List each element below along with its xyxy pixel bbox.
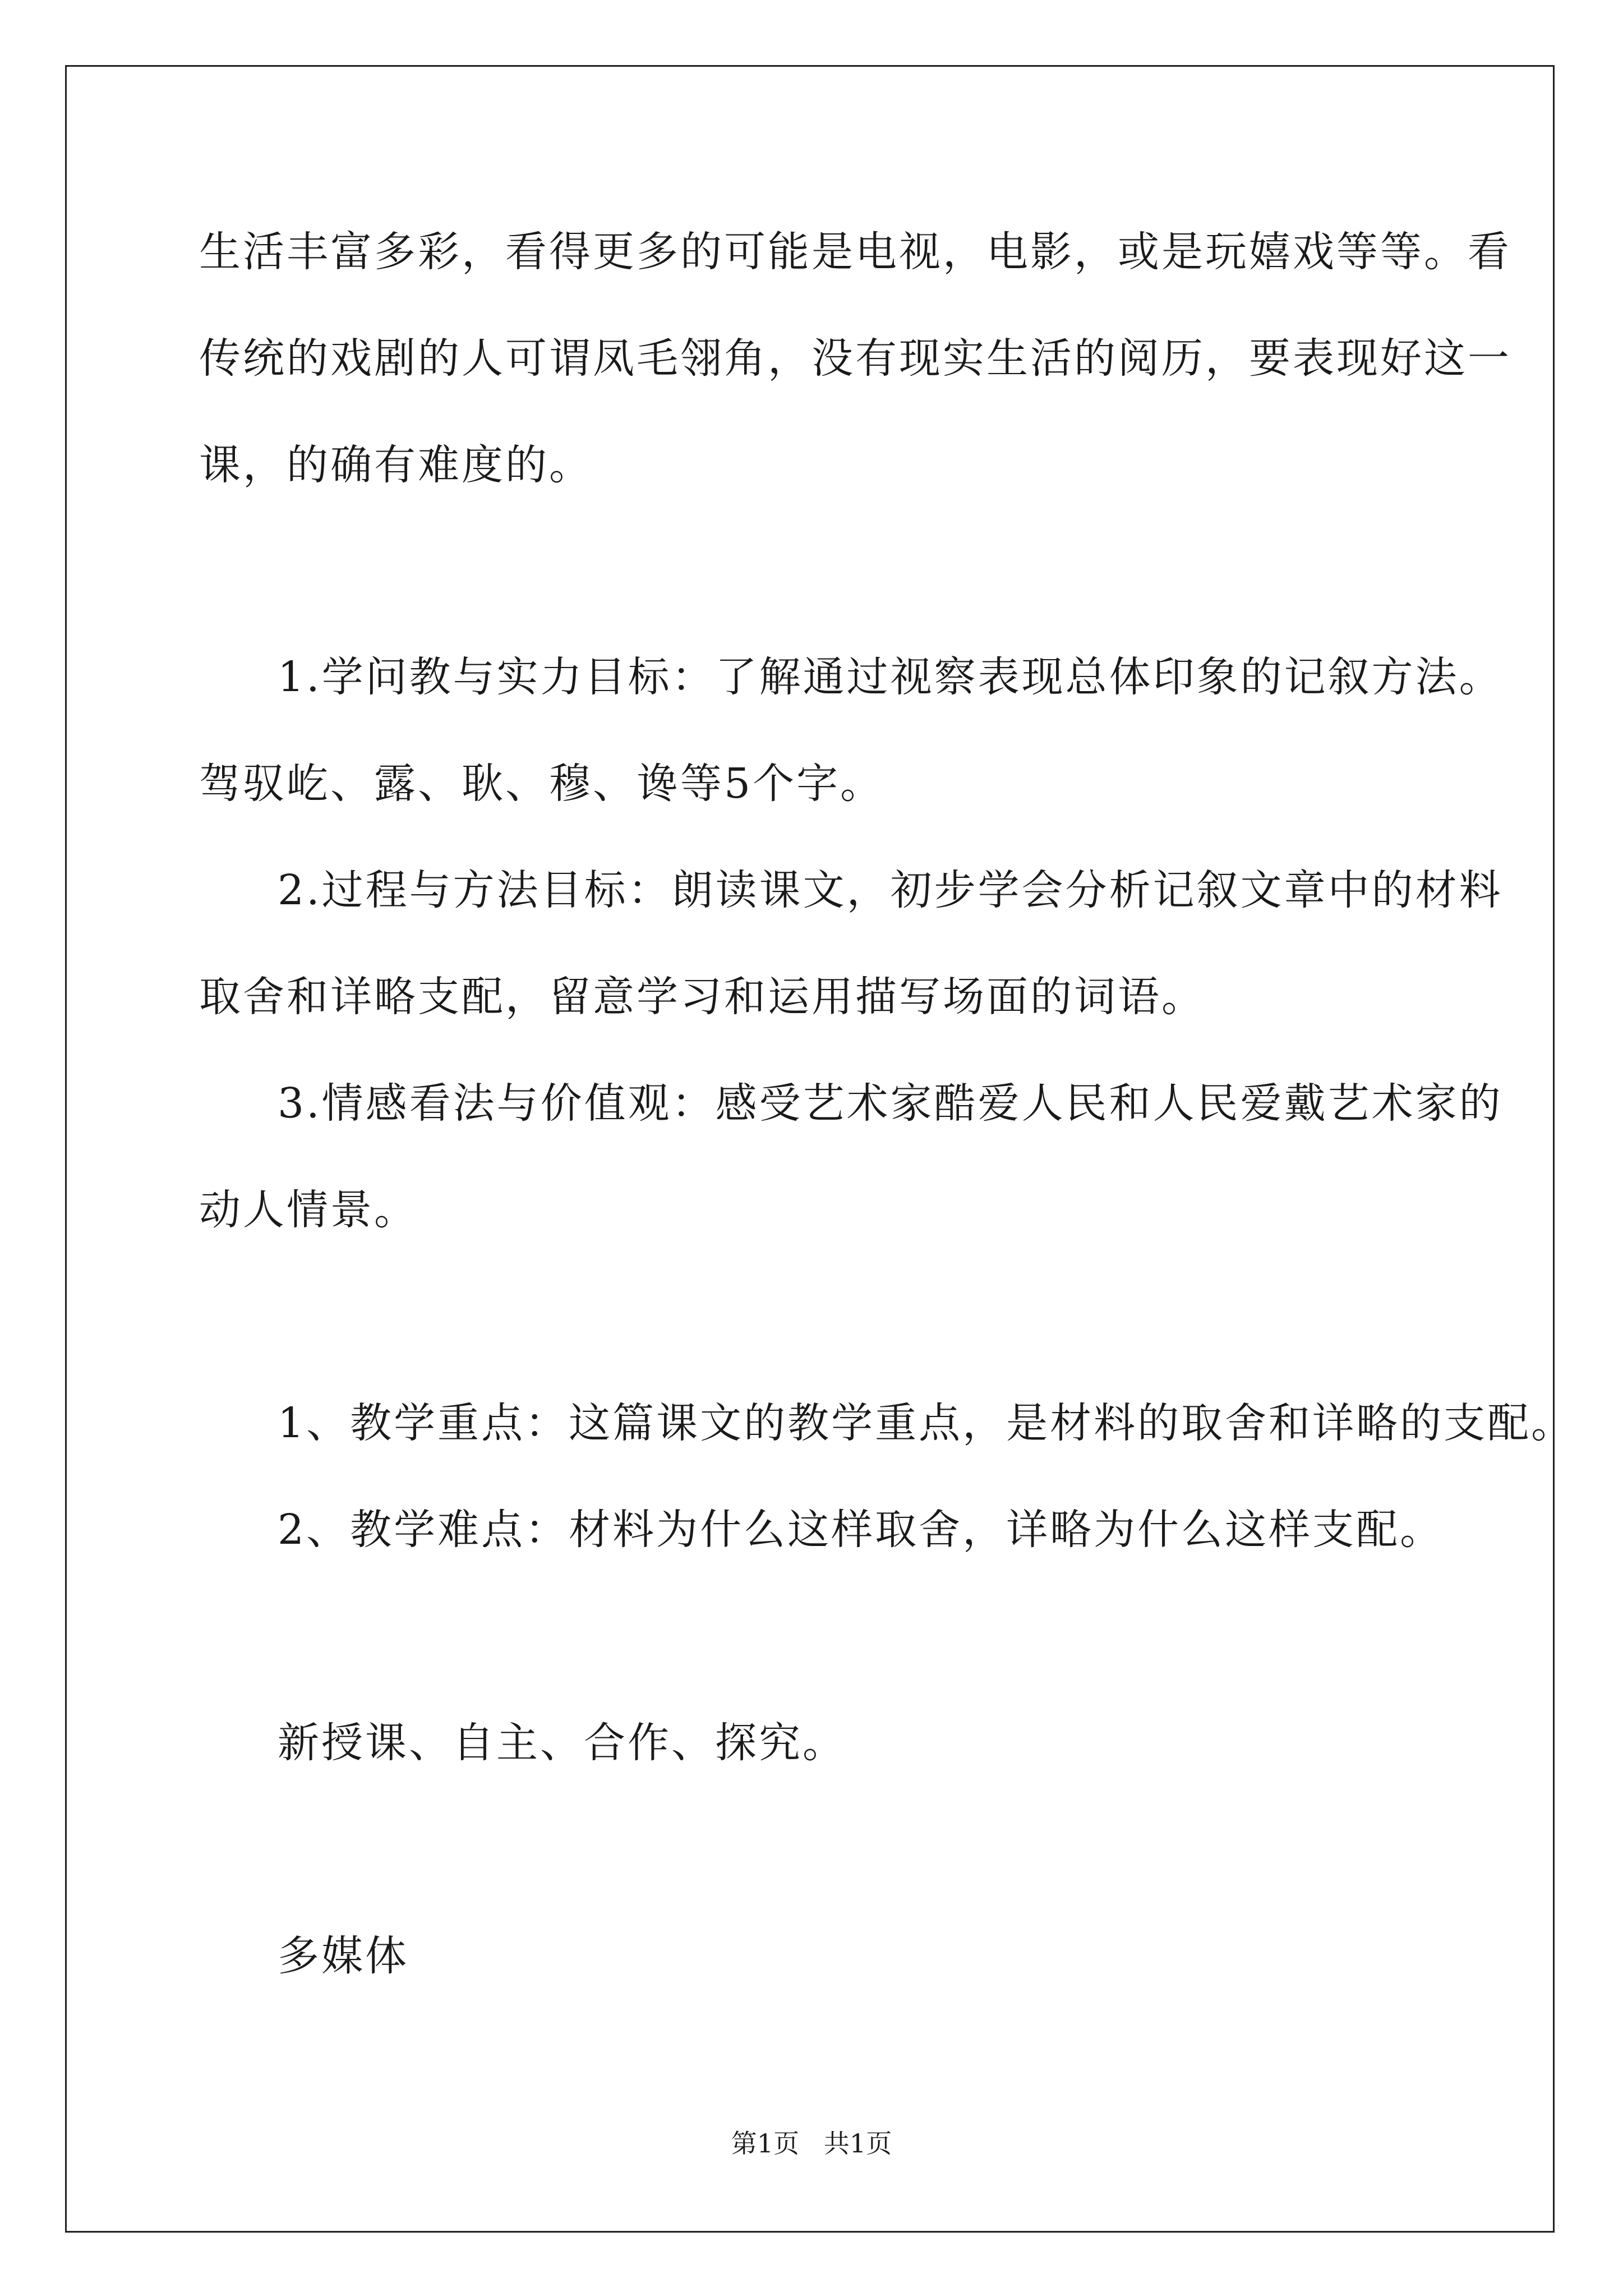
teaching-tools: 多媒体 bbox=[278, 1932, 409, 1980]
objective-1-line-1: 1.学问教与实力目标：了解通过视察表现总体印象的记叙方法。 bbox=[278, 653, 1503, 701]
objective-2-line-2: 取舍和详略支配，留意学习和运用描写场面的词语。 bbox=[199, 973, 1205, 1021]
objective-2-line-1: 2.过程与方法目标：朗读课文，初步学会分析记叙文章中的材料 bbox=[278, 866, 1503, 914]
body-line-3: 课，的确有难度的。 bbox=[199, 441, 593, 489]
objective-3-line-2: 动人情景。 bbox=[199, 1186, 418, 1234]
objective-3-line-1: 3.情感看法与价值观：感受艺术家酷爱人民和人民爱戴艺术家的 bbox=[278, 1079, 1503, 1128]
body-line-1: 生活丰富多彩，看得更多的可能是电视，电影，或是玩嬉戏等等。看 bbox=[199, 228, 1511, 276]
page-number: 第1页 共1页 bbox=[731, 2128, 892, 2159]
teaching-focus: 1、教学重点：这篇课文的教学重点，是材料的取舍和详略的支配。 bbox=[278, 1399, 1575, 1447]
objective-1-line-2: 驾驭屹、露、耿、穆、谗等5个字。 bbox=[199, 760, 884, 808]
teaching-method: 新授课、自主、合作、探究。 bbox=[278, 1719, 846, 1767]
body-line-2: 传统的戏剧的人可谓凤毛翎角，没有现实生活的阅历，要表现好这一 bbox=[199, 334, 1511, 383]
page-frame bbox=[65, 65, 1555, 2233]
teaching-difficulty: 2、教学难点：材料为什么这样取舍，详略为什么这样支配。 bbox=[278, 1506, 1444, 1554]
